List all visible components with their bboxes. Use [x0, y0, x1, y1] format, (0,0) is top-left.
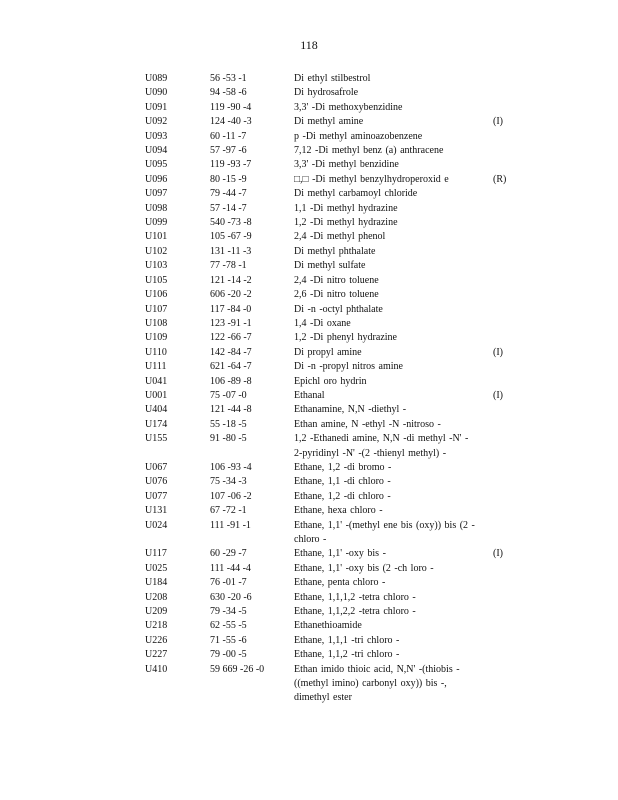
- substance-name: Ethane, 1,2 -di bromo -: [294, 461, 392, 473]
- listing-row: [145, 375, 515, 389]
- cas-number: 121 -44 -8: [210, 404, 252, 416]
- cas-number: 60 -29 -7: [210, 548, 247, 560]
- cas-number: 79 -00 -5: [210, 649, 247, 661]
- cas-number: 106 -93 -4: [210, 461, 252, 473]
- substance-name: 2,4 -Di methyl phenol: [294, 231, 386, 243]
- waste-code: U024: [145, 519, 168, 531]
- listing-row: [145, 187, 515, 201]
- listing-row: [145, 144, 515, 158]
- cas-number: 75 -34 -3: [210, 476, 247, 488]
- cas-number: 60 -11 -7: [210, 130, 247, 142]
- cas-number: 111 -91 -1: [210, 519, 251, 531]
- waste-code: U101: [145, 231, 168, 243]
- cas-number: 62 -55 -5: [210, 620, 247, 632]
- substance-name: Ethanamine, N,N -diethyl -: [294, 404, 407, 416]
- waste-code: U105: [145, 274, 168, 286]
- cas-number: 77 -78 -1: [210, 260, 247, 272]
- hazard-flag: (I): [493, 116, 503, 128]
- listing-row: [145, 547, 515, 561]
- hazard-flag: (I): [493, 346, 503, 358]
- listing-row: [145, 591, 515, 605]
- cas-number: 80 -15 -9: [210, 173, 247, 185]
- cas-number: 106 -89 -8: [210, 375, 252, 387]
- substance-name: Di -n -octyl phthalate: [294, 303, 383, 315]
- substance-name: 1,1 -Di methyl hydrazine: [294, 202, 398, 214]
- substance-name: Ethane, 1,1,2 -tri chloro -: [294, 649, 400, 661]
- substance-name: Ethane, 1,1 -di chloro -: [294, 476, 391, 488]
- listing-row: [145, 360, 515, 374]
- cas-number: 56 -53 -1: [210, 73, 247, 84]
- substance-name: Di methyl amine: [294, 116, 364, 128]
- substance-name: 3,3' -Di methyl benzidine: [294, 159, 399, 171]
- substance-name: p -Di methyl aminoazobenzene: [294, 130, 423, 142]
- substance-name: Di methyl sulfate: [294, 260, 366, 272]
- waste-code: U103: [145, 260, 168, 272]
- cas-number: 55 -18 -5: [210, 418, 247, 430]
- cas-number: 107 -06 -2: [210, 490, 252, 502]
- waste-code: U174: [145, 418, 168, 430]
- waste-code: U226: [145, 634, 168, 646]
- listing-row: [145, 245, 515, 259]
- waste-code: U091: [145, 101, 168, 113]
- waste-code: U090: [145, 87, 168, 99]
- substance-name: Epichl oro hydrin: [294, 375, 367, 387]
- substance-name: Ethane, 1,1' -oxy bis (2 -ch loro -: [294, 562, 434, 574]
- listing-row: [145, 331, 515, 345]
- substance-name: Ethane, 1,1,2,2 -tetra chloro -: [294, 606, 416, 618]
- substance-name: Di methyl phthalate: [294, 245, 376, 257]
- waste-code: U184: [145, 577, 168, 589]
- cas-number: 59 669 -26 -0: [210, 663, 265, 675]
- substance-name: Ethane, 1,2 -di chloro -: [294, 490, 391, 502]
- waste-code: U106: [145, 289, 168, 301]
- substance-name: 7,12 -Di methyl benz (a) anthracene: [294, 145, 444, 157]
- listing-row: [145, 418, 515, 432]
- hazard-flag: (R): [493, 173, 507, 185]
- cas-number: 76 -01 -7: [210, 577, 247, 589]
- waste-code: U117: [145, 548, 167, 560]
- waste-code: U227: [145, 649, 168, 661]
- waste-code: U218: [145, 620, 168, 632]
- cas-number: 94 -58 -6: [210, 87, 247, 99]
- cas-number: 119 -93 -7: [210, 159, 252, 171]
- substance-name: Ethan imido thioic acid, N,N' -(thiobis - ((methyl imino) carbonyl oxy)) bis -, dimethyl ester: [294, 663, 460, 704]
- waste-code: U095: [145, 159, 168, 171]
- substance-name: 1,2 -Di methyl hydrazine: [294, 217, 398, 229]
- waste-code: U111: [145, 361, 167, 373]
- listing-row: [145, 274, 515, 288]
- listing-row: [145, 101, 515, 115]
- listing-row: [145, 303, 515, 317]
- listing-row: [145, 663, 515, 706]
- listing-row: [145, 605, 515, 619]
- waste-code: U001: [145, 389, 168, 401]
- substance-name: Di methyl carbamoyl chloride: [294, 188, 418, 200]
- listing-row: [145, 475, 515, 489]
- listing-row: [145, 72, 515, 86]
- cas-number: 124 -40 -3: [210, 116, 252, 128]
- waste-code: U076: [145, 476, 168, 488]
- substance-name: Di ethyl stilbestrol: [294, 73, 371, 84]
- page-number: 118: [300, 38, 318, 52]
- waste-code: U096: [145, 173, 168, 185]
- listing-row: [145, 216, 515, 230]
- substance-name: Di -n -propyl nitros amine: [294, 361, 403, 373]
- hazard-flag: (I): [493, 548, 503, 560]
- cas-number: 122 -66 -7: [210, 332, 252, 344]
- waste-code: U089: [145, 73, 168, 84]
- listing-row: [145, 648, 515, 662]
- listing-row: [145, 158, 515, 172]
- hazard-flag: (I): [493, 389, 503, 401]
- substance-name: 1,2 -Di phenyl hydrazine: [294, 332, 397, 344]
- substance-name: Ethane, penta chloro -: [294, 577, 386, 589]
- waste-code: U025: [145, 562, 168, 574]
- waste-code: U102: [145, 245, 168, 257]
- cas-number: 111 -44 -4: [210, 562, 251, 574]
- listing-row: [145, 173, 515, 187]
- waste-code: U209: [145, 606, 168, 618]
- substance-name: 3,3' -Di methoxybenzidine: [294, 101, 403, 113]
- listing-row: [145, 259, 515, 273]
- cas-number: 606 -20 -2: [210, 289, 252, 301]
- cas-number: 540 -73 -8: [210, 217, 252, 229]
- cas-number: 123 -91 -1: [210, 317, 252, 329]
- waste-code: U109: [145, 332, 168, 344]
- cas-number: 142 -84 -7: [210, 346, 252, 358]
- waste-code: U041: [145, 375, 168, 387]
- cas-number: 621 -64 -7: [210, 361, 252, 373]
- hazardous-waste-listing: [145, 72, 515, 706]
- listing-row: [145, 346, 515, 360]
- cas-number: 117 -84 -0: [210, 303, 252, 315]
- substance-name: Ethane, 1,1' -oxy bis -: [294, 548, 386, 560]
- waste-code: U131: [145, 505, 168, 517]
- substance-name: 2,4 -Di nitro toluene: [294, 274, 379, 286]
- cas-number: 67 -72 -1: [210, 505, 247, 517]
- cas-number: 71 -55 -6: [210, 634, 247, 646]
- cas-number: 79 -44 -7: [210, 188, 247, 200]
- listing-row: [145, 461, 515, 475]
- listing-row: [145, 576, 515, 590]
- cas-number: 131 -11 -3: [210, 245, 252, 257]
- listing-row: [145, 288, 515, 302]
- substance-name: Ethanethioamide: [294, 620, 362, 632]
- listing-row: [145, 619, 515, 633]
- waste-code: U108: [145, 317, 168, 329]
- cas-number: 630 -20 -6: [210, 591, 252, 603]
- waste-code: U097: [145, 188, 168, 200]
- waste-code: U098: [145, 202, 168, 214]
- waste-code: U107: [145, 303, 168, 315]
- substance-name: Ethane, 1,1,1,2 -tetra chloro -: [294, 591, 416, 603]
- listing-row: [145, 115, 515, 129]
- substance-name: 2,6 -Di nitro toluene: [294, 289, 379, 301]
- substance-name: Ethane, 1,1,1 -tri chloro -: [294, 634, 400, 646]
- cas-number: 57 -14 -7: [210, 202, 247, 214]
- listing-row: [145, 317, 515, 331]
- waste-code: U067: [145, 461, 168, 473]
- listing-row: [145, 432, 515, 461]
- listing-row: [145, 86, 515, 100]
- substance-name: Ethane, 1,1' -(methyl ene bis (oxy)) bis (2 - chloro -: [294, 519, 475, 545]
- waste-code: U110: [145, 346, 167, 358]
- substance-name: Di propyl amine: [294, 346, 362, 358]
- listing-row: [145, 504, 515, 518]
- listing-row: [145, 389, 515, 403]
- waste-code: U093: [145, 130, 168, 142]
- substance-name: Ethane, hexa chloro -: [294, 505, 383, 517]
- listing-row: [145, 230, 515, 244]
- cas-number: 79 -34 -5: [210, 606, 247, 618]
- waste-code: U410: [145, 663, 168, 675]
- waste-code: U077: [145, 490, 168, 502]
- cas-number: 75 -07 -0: [210, 389, 247, 401]
- listing-row: [145, 519, 515, 548]
- substance-name: Di hydrosafrole: [294, 87, 359, 99]
- cas-number: 105 -67 -9: [210, 231, 252, 243]
- listing-row: [145, 562, 515, 576]
- substance-name: □,□ -Di methyl benzylhydroperoxid e: [294, 173, 449, 185]
- waste-code: U092: [145, 116, 168, 128]
- waste-code: U208: [145, 591, 168, 603]
- waste-code: U155: [145, 433, 168, 445]
- waste-code: U404: [145, 404, 168, 416]
- waste-code: U099: [145, 217, 168, 229]
- cas-number: 121 -14 -2: [210, 274, 252, 286]
- substance-name: Ethan amine, N -ethyl -N -nitroso -: [294, 418, 441, 430]
- listing-row: [145, 490, 515, 504]
- waste-code: U094: [145, 145, 168, 157]
- substance-name: Ethanal: [294, 389, 325, 401]
- substance-name: 1,4 -Di oxane: [294, 317, 351, 329]
- listing-row: [145, 130, 515, 144]
- listing-row: [145, 202, 515, 216]
- listing-row: [145, 634, 515, 648]
- listing-row: [145, 403, 515, 417]
- cas-number: 91 -80 -5: [210, 433, 247, 445]
- substance-name: 1,2 -Ethanedi amine, N,N -di methyl -N' - 2-pyridinyl -N' -(2 -thienyl methyl) -: [294, 433, 469, 459]
- cas-number: 119 -90 -4: [210, 101, 252, 113]
- cas-number: 57 -97 -6: [210, 145, 247, 157]
